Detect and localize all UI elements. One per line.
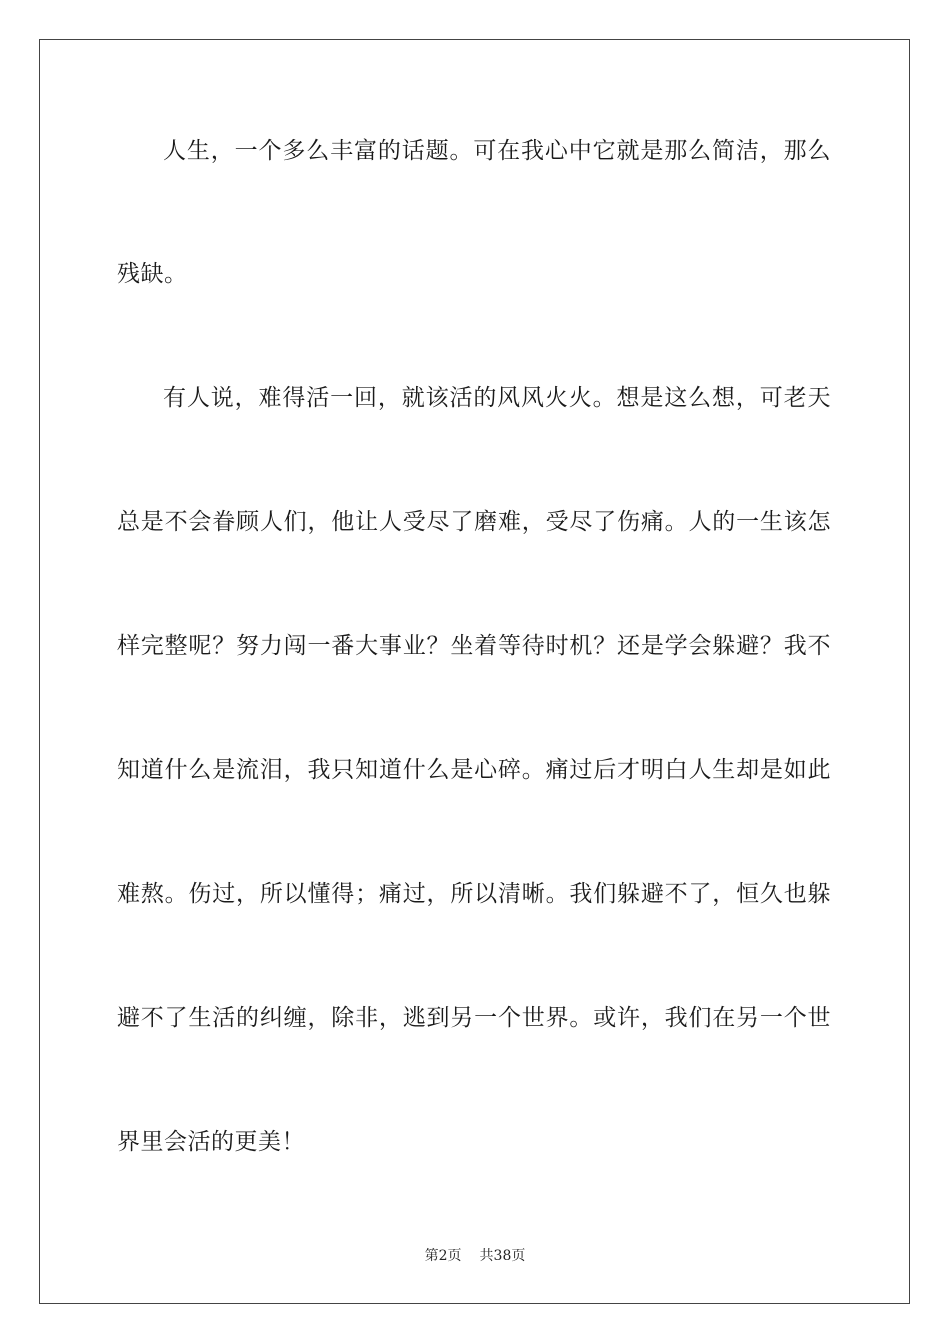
page-total: 共38页 [479,1248,526,1264]
paragraph-1-line-2: 残缺。 [117,261,188,287]
page-border [39,39,910,1304]
paragraph-2-line-5: 难熬。伤过，所以懂得；痛过，所以清晰。我们躲避不了，恒久也躲 [117,881,831,907]
page-number: 第2页 [424,1248,462,1264]
paragraph-2-line-7: 界里会活的更美！ [117,1129,305,1155]
paragraph-2-line-1: 有人说，难得活一回，就该活的风风火火。想是这么想，可老天 [163,385,831,411]
paragraph-2-line-4: 知道什么是流泪，我只知道什么是心碎。痛过后才明白人生却是如此 [117,757,831,783]
paragraph-2-line-2: 总是不会眷顾人们，他让人受尽了磨难，受尽了伤痛。人的一生该怎 [117,509,831,535]
paragraph-2-line-6: 避不了生活的纠缠，除非，逃到另一个世界。或许，我们在另一个世 [117,1005,831,1031]
page-footer [0,1247,950,1265]
paragraph-1-line-1: 人生，一个多么丰富的话题。可在我心中它就是那么简洁，那么 [163,138,831,164]
paragraph-2-line-3: 样完整呢？努力闯一番大事业？坐着等待时机？还是学会躲避？我不 [117,633,831,659]
